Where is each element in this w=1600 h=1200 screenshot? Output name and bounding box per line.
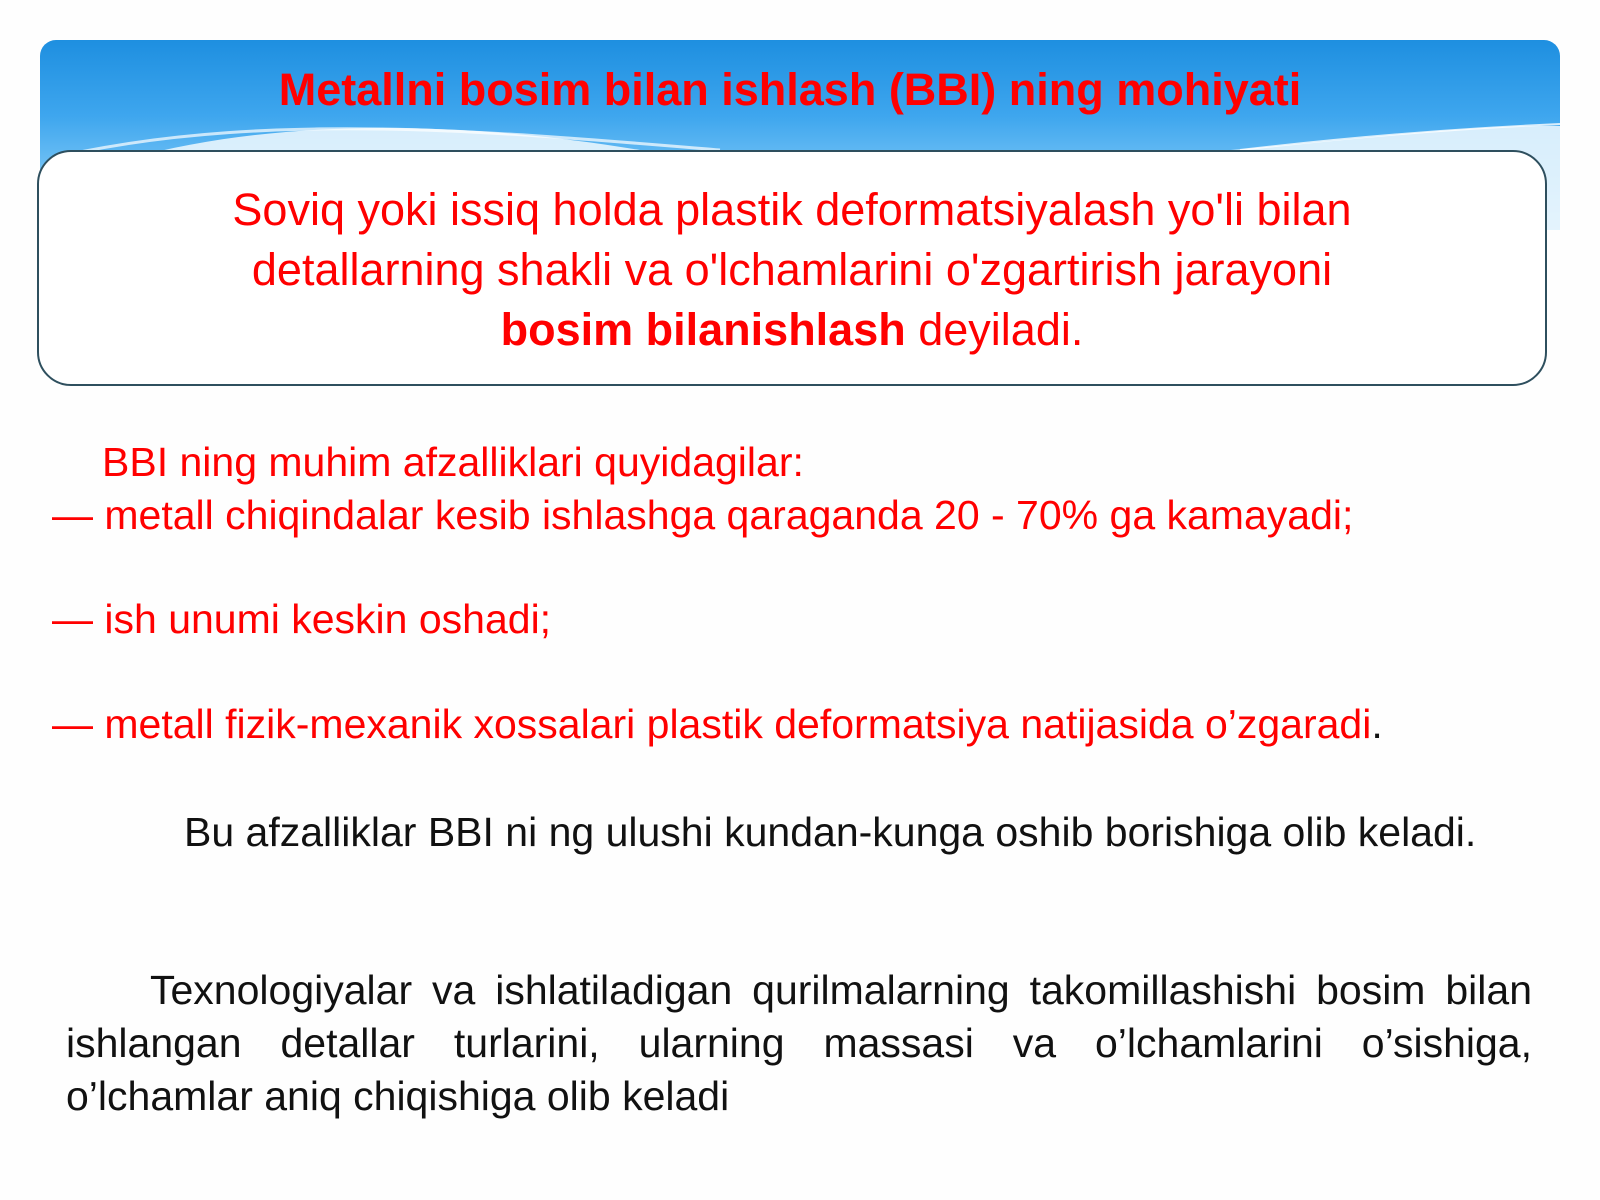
advantages-intro: BBI ning muhim afzalliklari quyidagilar:: [102, 439, 804, 485]
definition-line-3: [39, 300, 1545, 360]
definition-line-2: detallarning shakli va o'lchamlarini o'zgartirish jarayoni: [251, 244, 1333, 295]
advantage-item-2: — ish unumi keskin oshadi;: [52, 596, 552, 642]
advantage-item-3-text: — metall fizik-mexanik xossalari plastik deformatsiya natijasida o’zgaradi: [52, 701, 1372, 747]
advantage-item-1: — metall chiqindalar kesib ishlashga qaraganda 20 - 70% ga kamayadi;: [52, 492, 1354, 538]
advantage-item-3-period: .: [1371, 701, 1383, 747]
paragraph-technology: [66, 964, 1532, 1123]
slide-title: Metallni bosim bilan ishlash (BBI) ning mohiyati: [278, 64, 1302, 115]
definition-box: [37, 150, 1547, 386]
definition-term: bosim bilanishlash: [500, 304, 906, 355]
advantage-item-3: [52, 696, 1383, 752]
definition-line-1: Soviq yoki issiq holda plastik deformatsiyalash yo'li bilan: [232, 184, 1352, 235]
paragraph-technology-text: Texnologiyalar va ishlatiladigan qurilmalarning takomillashishi bosim bilan ishlangan detallar turlarini, ularning massasi va o’lchamlarini o’sishiga, o’lchamlar aniq chiqishiga olib keladi: [66, 967, 1532, 1119]
definition-ending: deyiladi.: [905, 304, 1084, 355]
paragraph-benefits-text: Bu afzalliklar BBI ni ng ulushi kundan-kunga oshib borishiga olib keladi.: [184, 809, 1477, 855]
paragraph-benefits: [66, 806, 1532, 859]
